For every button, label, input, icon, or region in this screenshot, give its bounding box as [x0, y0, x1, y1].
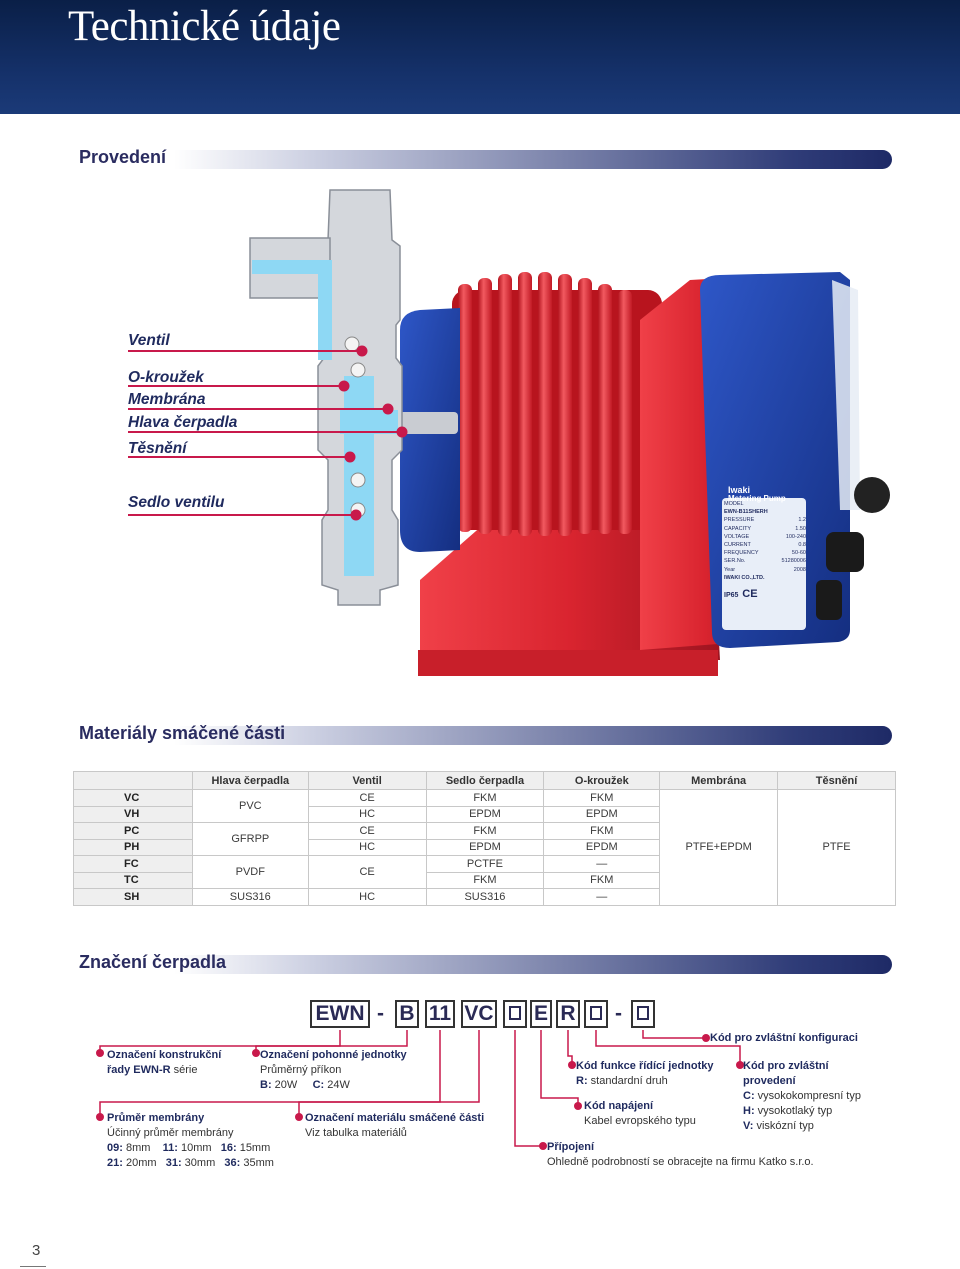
- note-special-h: H: vysokotlaký typ: [743, 1105, 833, 1117]
- cell-oring: EPDM: [544, 839, 660, 856]
- row-code: SH: [74, 889, 193, 906]
- nameplate-row: PRESSURE 1.2: [724, 517, 806, 524]
- col-header: O-kroužek: [544, 772, 660, 790]
- note-drive-sub: Průměrný příkon: [260, 1064, 342, 1076]
- table-corner: [74, 772, 193, 790]
- code-box-material: VC: [461, 1000, 497, 1028]
- cell-seat: FKM: [426, 872, 544, 889]
- note-diameter-row1: 09: 8mm 11: 10mm 16: 15mm: [107, 1142, 271, 1154]
- dot-power: [574, 1102, 582, 1110]
- cell-oring: —: [544, 889, 660, 906]
- row-code: FC: [74, 856, 193, 873]
- note-connection: [547, 1140, 814, 1170]
- note-special-title: Kód pro zvláštní: [743, 1060, 829, 1072]
- note-series-title: Označení konstrukční: [107, 1049, 222, 1061]
- page-number-rule: [20, 1266, 46, 1267]
- cell-seat: EPDM: [426, 839, 544, 856]
- nameplate-row: CAPACITY 1.50: [724, 525, 806, 532]
- section-title-znaceni: Značení čerpadla: [79, 952, 227, 972]
- dot-series: [96, 1049, 104, 1057]
- note-power-sub: Kabel evropského typu: [584, 1115, 696, 1127]
- cell-valve: HC: [308, 806, 426, 823]
- row-code: TC: [74, 872, 193, 889]
- note-material-title: Označení materiálu smáčené části: [305, 1112, 485, 1124]
- row-code: PH: [74, 839, 193, 856]
- note-power-title: Kód napájení: [584, 1100, 654, 1112]
- note-control-title: Kód funkce řídící jednotky: [576, 1060, 714, 1072]
- nameplate-row: Year 2008: [724, 566, 806, 573]
- nameplate-brand: Iwaki: [728, 485, 751, 495]
- section-title-materialy: Materiály smáčené části: [79, 723, 286, 743]
- dot-material: [295, 1113, 303, 1121]
- col-header: Ventil: [308, 772, 426, 790]
- row-code: PC: [74, 823, 193, 840]
- cell-oring: EPDM: [544, 806, 660, 823]
- note-special: [743, 1059, 861, 1134]
- col-header: Membrána: [660, 772, 778, 790]
- code-box-diameter: 11: [425, 1000, 455, 1028]
- placeholder-square-icon: [509, 1006, 521, 1020]
- page-number: 3: [32, 1242, 41, 1259]
- dot-connection: [539, 1142, 547, 1150]
- code-box-power: E: [530, 1000, 552, 1028]
- callout-sedlo-ventilu: Sedlo ventilu: [128, 494, 225, 511]
- line-config: [643, 1030, 706, 1038]
- table-header-row: [74, 772, 896, 790]
- row-code: VC: [74, 790, 193, 807]
- cell-oring: FKM: [544, 872, 660, 889]
- motor-fins: [452, 272, 662, 536]
- section-znaceni: [76, 952, 892, 974]
- line-control: [568, 1030, 572, 1064]
- cell-valve: CE: [308, 823, 426, 840]
- nameplate-row: SER.No. 51280006: [724, 558, 806, 565]
- dot-control: [568, 1061, 576, 1069]
- dot-diameter: [96, 1113, 104, 1121]
- cell-valve: HC: [308, 889, 426, 906]
- callout-membrana: Membrána: [128, 391, 206, 408]
- callout-o-krouzek: O-kroužek: [128, 369, 204, 386]
- note-special-config: Kód pro zvláštní konfiguraci: [710, 1032, 858, 1044]
- note-material: [305, 1111, 484, 1141]
- col-header: Sedlo čerpadla: [426, 772, 544, 790]
- line-connection: [515, 1030, 543, 1146]
- section-provedeni: [76, 147, 892, 169]
- callout-tesneni: Těsnění: [128, 440, 187, 457]
- code-box-ewn: EWN: [310, 1000, 370, 1028]
- cell-membrane: PTFE+EPDM: [660, 790, 778, 906]
- valve-cross-section: [250, 190, 402, 605]
- note-diameter-title: Průměr membrány: [107, 1112, 205, 1124]
- cell-head: PVC: [192, 790, 308, 823]
- callout-ventil: Ventil: [128, 332, 170, 349]
- placeholder-square-icon: [590, 1006, 602, 1020]
- cell-valve: CE: [308, 790, 426, 807]
- note-control-sub: R: standardní druh: [576, 1075, 668, 1087]
- nameplate-company: IWAKI CO.,LTD.: [724, 574, 765, 581]
- note-diameter-row2: 21: 20mm 31: 30mm 36: 35mm: [107, 1157, 274, 1169]
- note-connection-title: Přípojení: [547, 1141, 595, 1153]
- page-title: Technické údaje: [68, 3, 341, 50]
- cable-gland-2: [816, 580, 842, 620]
- note-special-title2: provedení: [743, 1075, 796, 1087]
- cell-seat: FKM: [426, 790, 544, 807]
- cell-oring: —: [544, 856, 660, 873]
- note-material-sub: Viz tabulka materiálů: [305, 1127, 407, 1139]
- note-special-c: C: vysokokompresní typ: [743, 1090, 861, 1102]
- cell-head: SUS316: [192, 889, 308, 906]
- placeholder-square-icon: [637, 1006, 649, 1020]
- materials-table: [73, 771, 896, 906]
- note-diameter-sub: Účinný průměr membrány: [107, 1127, 234, 1139]
- cell-head: GFRPP: [192, 823, 308, 856]
- cell-oring: FKM: [544, 790, 660, 807]
- nameplate-name: Metering Pump: [728, 494, 786, 503]
- row-code: VH: [74, 806, 193, 823]
- cell-seat: FKM: [426, 823, 544, 840]
- nameplate-rating: IP65 CE: [724, 588, 758, 601]
- cell-valve: HC: [308, 839, 426, 856]
- section-title-provedeni: Provedení: [79, 147, 167, 167]
- code-box-control: R: [556, 1000, 580, 1028]
- callout-hlava-cerpadla: Hlava čerpadla: [128, 414, 238, 431]
- col-header: Hlava čerpadla: [192, 772, 308, 790]
- cell-valve: CE: [308, 856, 426, 889]
- table-row: [74, 790, 896, 807]
- code-separator: -: [615, 1002, 622, 1025]
- cell-seat: EPDM: [426, 806, 544, 823]
- cell-head: PVDF: [192, 856, 308, 889]
- note-drive: [260, 1048, 407, 1093]
- code-box-drive: B: [395, 1000, 419, 1028]
- note-diameter: [107, 1111, 274, 1171]
- dot-config: [702, 1034, 710, 1042]
- note-drive-title: Označení pohonné jednotky: [260, 1049, 407, 1061]
- note-series: [107, 1048, 221, 1078]
- nameplate-row: CURRENT 0.8: [724, 542, 806, 549]
- cable-gland-1: [826, 532, 864, 572]
- nameplate-model: EWN-B11SHERH: [724, 509, 768, 516]
- col-header: Těsnění: [778, 772, 896, 790]
- pump-base-foot: [418, 650, 718, 676]
- dot-drive: [252, 1049, 260, 1057]
- code-separator: -: [377, 1002, 384, 1025]
- note-connection-sub: Ohledně podrobností se obracejte na firmu Katko s.r.o.: [547, 1156, 814, 1168]
- cell-seat: PCTFE: [426, 856, 544, 873]
- adjust-knob: [854, 477, 890, 513]
- section-materialy: [76, 723, 892, 745]
- note-control: [576, 1059, 714, 1089]
- note-drive-values: B: 20W C: 24W: [260, 1079, 350, 1091]
- cell-seat: SUS316: [426, 889, 544, 906]
- nameplate-row: VOLTAGE 100-240: [724, 533, 806, 540]
- note-series-sub: řady EWN-R série: [107, 1064, 198, 1076]
- note-special-v: V: viskózní typ: [743, 1120, 814, 1132]
- nameplate-row: FREQUENCY 50-60: [724, 550, 806, 557]
- header-banner: [0, 0, 960, 114]
- nameplate-text: [724, 500, 806, 600]
- section-bar-gradient: [76, 150, 892, 169]
- cell-seal: PTFE: [778, 790, 896, 906]
- note-power: [584, 1099, 696, 1129]
- nameplate-model-word: MODEL: [724, 501, 744, 507]
- cell-oring: FKM: [544, 823, 660, 840]
